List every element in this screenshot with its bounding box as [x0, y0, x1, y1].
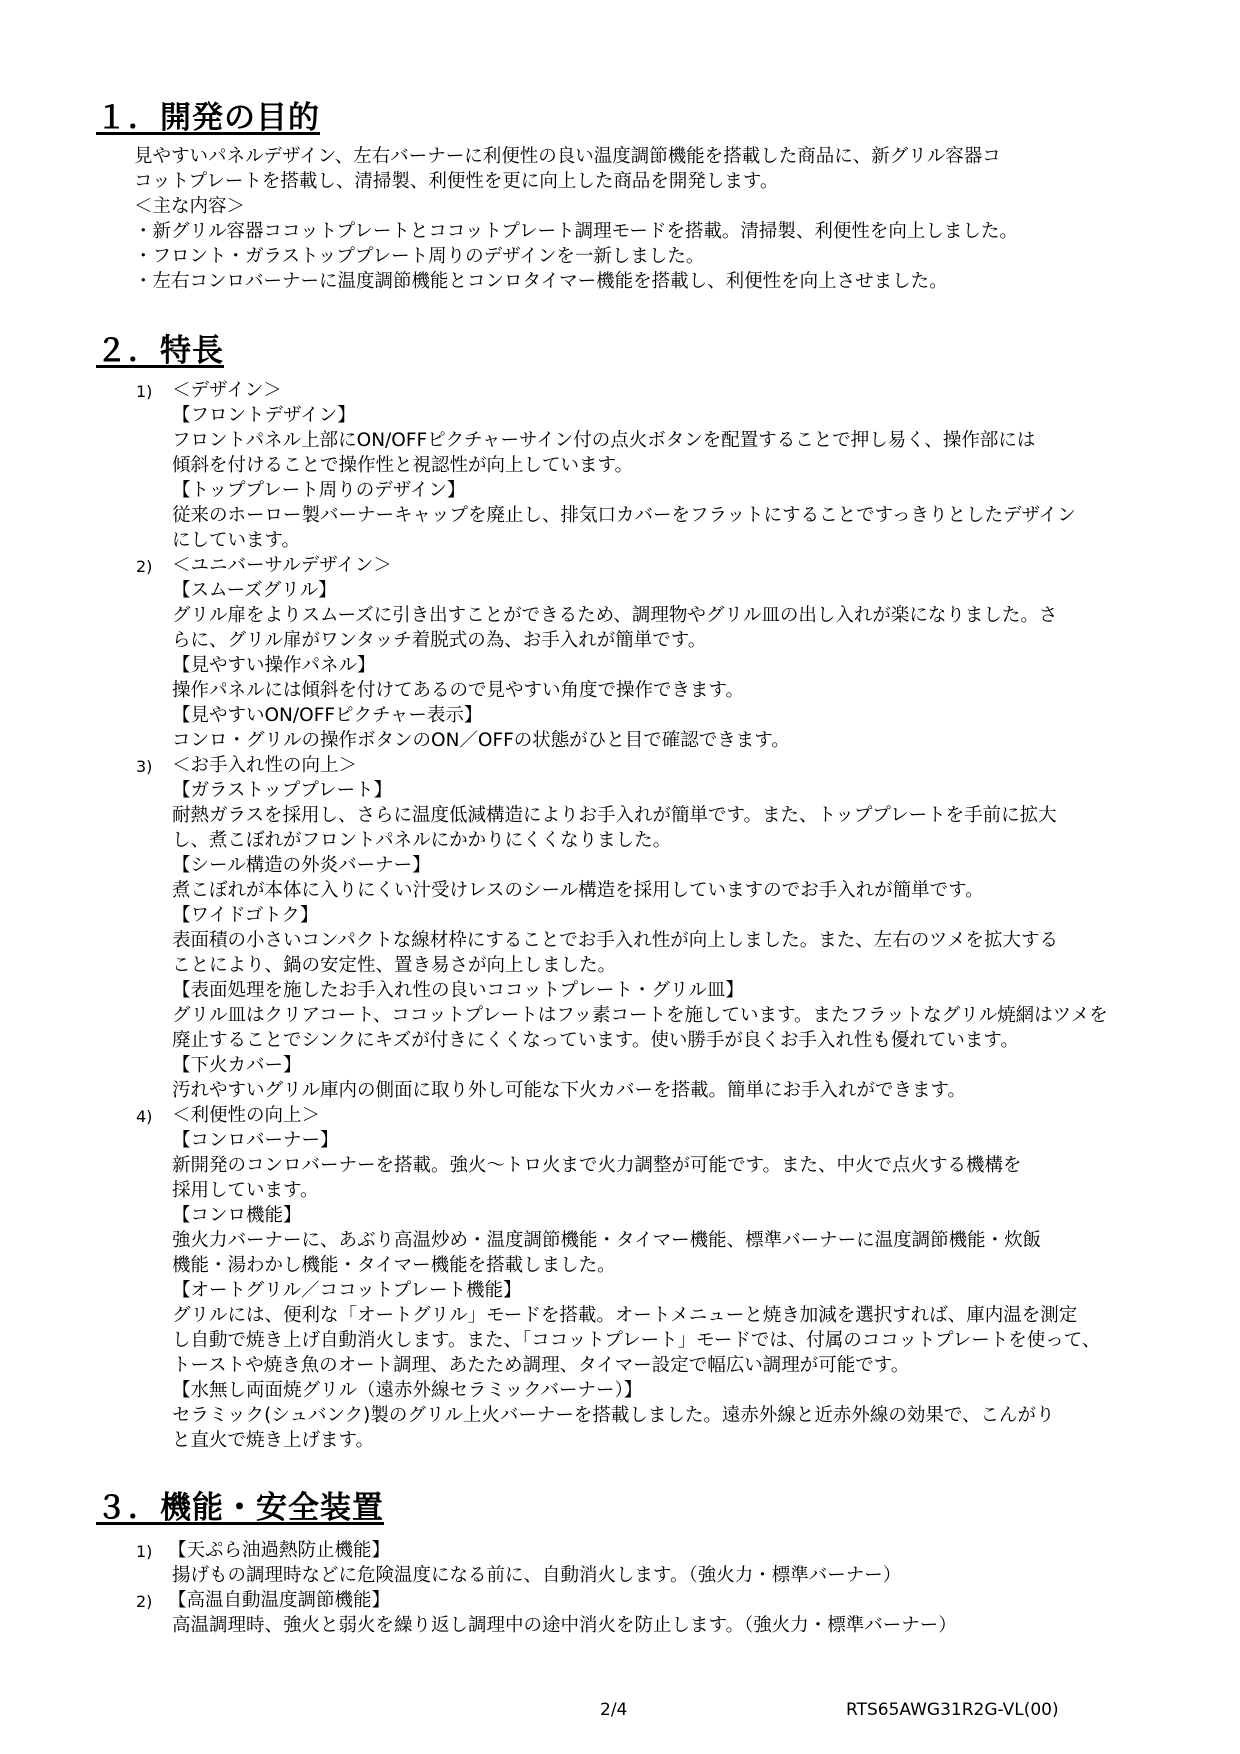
text-line: らに、グリル扉がワンタッチ着脱式の為、お手入れが簡単です。	[172, 630, 707, 651]
subheading: 【表面処理を施したお手入れ性の良いココットプレート・グリル皿】	[172, 980, 744, 1001]
subheading: 【フロントデザイン】	[172, 405, 356, 426]
item-number: 1)	[136, 382, 153, 401]
text-line: グリル皿はクリアコート、ココットプレートはフッ素コートを施しています。またフラットなグリル焼網はツメを	[172, 1005, 1108, 1026]
subheading: 【ガラストッププレート】	[172, 780, 393, 801]
text-line: 操作パネルには傾斜を付けてあるので見やすい角度で操作できます。	[172, 680, 745, 701]
section-heading-safety: ３．機能・安全装置	[96, 1490, 384, 1526]
subheading: 【コンロバーナー】	[172, 1130, 339, 1151]
text-line: 高温調理時、強火と弱火を繰り返し調理中の途中消火を防止します。（強火力・標準バーナー）	[172, 1615, 957, 1636]
document-id: RTS65AWG31R2G-VL(00)	[846, 1700, 1059, 1720]
item-number: 2)	[136, 1592, 153, 1611]
subheading: 【ワイドゴトク】	[172, 905, 319, 926]
text-line: コットプレートを搭載し、清掃製、利便性を更に向上した商品を開発します。	[134, 171, 779, 192]
item-title: 【高温自動温度調節機能】	[168, 1590, 391, 1611]
text-line: 新開発のコンロバーナーを搭載。強火～トロ火まで火力調整が可能です。また、中火で点火する機構を	[172, 1155, 1022, 1176]
page-number: 2/4	[600, 1700, 628, 1720]
text-line: セラミック(シュバンク)製のグリル上火バーナーを搭載しました。遠赤外線と近赤外線の効果で、こんがり	[172, 1405, 1055, 1426]
text-line: 見やすいパネルデザイン、左右バーナーに利便性の良い温度調節機能を搭載した商品に、新グリル容器コ	[134, 146, 1001, 167]
text-line: し、煮こぼれがフロントパネルにかかりにくくなりました。	[172, 830, 672, 851]
subheading: 【スムーズグリル】	[172, 580, 337, 601]
item-title: ＜お手入れ性の向上＞	[172, 755, 358, 776]
subheading: 【コンロ機能】	[172, 1205, 302, 1226]
text-line: と直火で焼き上げます。	[172, 1430, 375, 1451]
subheading: 【下火カバー】	[172, 1055, 302, 1076]
item-number: 3)	[136, 757, 153, 776]
text-line: 廃止することでシンクにキズが付きにくくなっています。使い勝手が良くお手入れ性も優れています。	[172, 1030, 1019, 1051]
text-line: 従来のホーロー製バーナーキャップを廃止し、排気口カバーをフラットにすることですっきりとしたデザイン	[172, 505, 1076, 526]
subheading: 【水無し両面焼グリル（遠赤外線セラミックバーナー）】	[172, 1380, 643, 1401]
section-heading-purpose: １．開発の目的	[96, 100, 320, 136]
item-number: 4)	[136, 1107, 153, 1126]
subheading: 【見やすい操作パネル】	[172, 655, 376, 676]
item-title: ＜利便性の向上＞	[172, 1105, 321, 1126]
text-line: グリルには、便利な「オートグリル」モードを搭載。オートメニューと焼き加減を選択すれば、庫内温を測定	[172, 1305, 1078, 1326]
subheading: 【トッププレート周りのデザイン】	[172, 480, 466, 501]
text-line: ＜主な内容＞	[134, 196, 246, 217]
section-heading-features: ２．特長	[96, 333, 224, 369]
text-line: グリル扉をよりスムーズに引き出すことができるため、調理物やグリル皿の出し入れが楽になりました。さ	[172, 605, 1058, 626]
subheading: 【オートグリル／ココットプレート機能】	[172, 1280, 522, 1301]
item-title: ＜デザイン＞	[172, 380, 282, 401]
text-line: ・新グリル容器ココットプレートとココットプレート調理モードを搭載。清掃製、利便性を向上しました。	[134, 221, 1018, 242]
text-line: 採用しています。	[172, 1180, 319, 1201]
item-number: 1)	[136, 1542, 153, 1561]
text-line: 汚れやすいグリル庫内の側面に取り外し可能な下火カバーを搭載。簡単にお手入れができます。	[172, 1080, 967, 1101]
text-line: ・左右コンロバーナーに温度調節機能とコンロタイマー機能を搭載し、利便性を向上させました。	[134, 271, 948, 292]
text-line: ことにより、鍋の安定性、置き易さが向上しました。	[172, 955, 617, 976]
item-number: 2)	[136, 557, 153, 576]
text-line: 煮こぼれが本体に入りにくい汁受けレスのシール構造を採用していますのでお手入れが簡単です。	[172, 880, 984, 901]
text-line: 傾斜を付けることで操作性と視認性が向上しています。	[172, 455, 634, 476]
text-line: 表面積の小さいコンパクトな線材枠にすることでお手入れ性が向上しました。また、左右のツメを拡大する	[172, 930, 1058, 951]
text-line: 機能・湯わかし機能・タイマー機能を搭載しました。	[172, 1255, 616, 1276]
text-line: し自動で焼き上げ自動消火します。また、「ココットプレート」モードでは、付属のココットプレートを使って、	[172, 1330, 1101, 1351]
text-line: フロントパネル上部にON/OFFピクチャーサイン付の点火ボタンを配置することで押し易く、操作部には	[172, 430, 1036, 451]
subheading: 【見やすいON/OFFピクチャー表示】	[172, 705, 483, 726]
text-line: 耐熱ガラスを採用し、さらに温度低減構造によりお手入れが簡単です。また、トッププレートを手前に拡大	[172, 805, 1057, 826]
subheading: 【シール構造の外炎バーナー】	[172, 855, 431, 876]
text-line: 強火力バーナーに、あぶり高温炒め・温度調節機能・タイマー機能、標準バーナーに温度調節機能・炊飯	[172, 1230, 1042, 1251]
text-line: にしています。	[172, 530, 301, 551]
text-line: 揚げもの調理時などに危険温度になる前に、自動消火します。（強火力・標準バーナー）	[172, 1565, 902, 1586]
item-title: 【天ぷら油過熱防止機能】	[168, 1540, 391, 1561]
text-line: トーストや焼き魚のオート調理、あたため調理、タイマー設定で幅広い調理が可能です。	[172, 1355, 910, 1376]
text-line: ・フロント・ガラストッププレート周りのデザインを一新しました。	[134, 246, 705, 267]
text-line: コンロ・グリルの操作ボタンのON／OFFの状態がひと目で確認できます。	[172, 730, 790, 751]
item-title: ＜ユニバーサルデザイン＞	[172, 555, 392, 576]
